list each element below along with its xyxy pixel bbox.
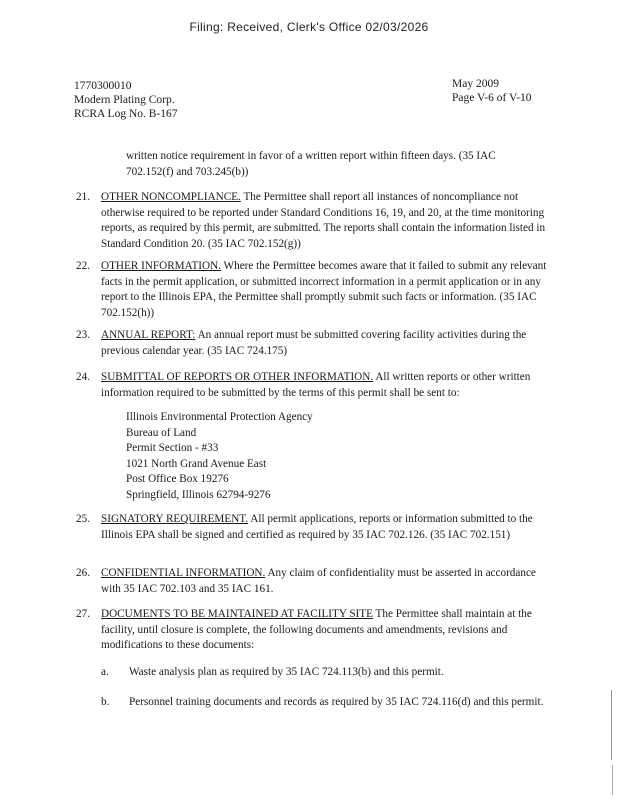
permit-number: 1770300010 xyxy=(74,80,132,92)
section-text: All written reports or other written information required to be submitted by the terms of this permit shall be sent to: xyxy=(101,371,531,399)
section-26 xyxy=(101,566,547,597)
section-number: 22. xyxy=(76,260,90,272)
address-line: Permit Section - #33 xyxy=(126,442,219,454)
section-number: 21. xyxy=(76,191,90,203)
subitem-letter: b. xyxy=(101,696,110,708)
header-right xyxy=(452,77,532,105)
section-22 xyxy=(101,259,547,321)
page-number: Page V-6 of V-10 xyxy=(452,92,532,104)
section-text: Where the Permittee becomes aware that it failed to submit any relevant facts in the permit application, or submitted incorrect information in a permit application or in any report to the Illinois EPA, the Permittee shall promptly submit such facts or information. (35 IAC 702.152(h)) xyxy=(101,260,547,319)
log-number: RCRA Log No. B-167 xyxy=(74,108,178,120)
section-24 xyxy=(101,370,547,401)
scan-edge-line xyxy=(612,765,613,795)
section-title: DOCUMENTS TO BE MAINTAINED AT FACILITY SITE xyxy=(101,608,373,620)
document-date: May 2009 xyxy=(452,78,499,90)
section-title: OTHER INFORMATION. xyxy=(101,260,221,272)
section-number: 25. xyxy=(76,513,90,525)
section-number: 27. xyxy=(76,608,90,620)
company-name: Modern Plating Corp. xyxy=(74,94,175,106)
address-line: Illinois Environmental Protection Agency xyxy=(126,411,313,423)
scan-edge-line xyxy=(611,690,612,760)
section-21 xyxy=(101,190,547,252)
header-left xyxy=(74,79,178,121)
section-text: An annual report must be submitted covering facility activities during the previous calendar year. (35 IAC 724.175) xyxy=(101,329,527,357)
subitem-letter: a. xyxy=(101,666,109,678)
section-number: 24. xyxy=(76,371,90,383)
section-text: All permit applications, reports or information submitted to the Illinois EPA shall be signed and certified as required by 35 IAC 702.126. (35 IAC 702.151) xyxy=(101,513,533,541)
section-27 xyxy=(101,607,547,654)
address-line: Springfield, Illinois 62794-9276 xyxy=(126,488,271,501)
filing-stamp: Filing: Received, Clerk's Office 02/03/2026 xyxy=(189,20,429,34)
section-23 xyxy=(101,328,547,359)
section-number: 23. xyxy=(76,329,90,341)
section-title: OTHER NONCOMPLIANCE. xyxy=(101,191,241,203)
section-title: CONFIDENTIAL INFORMATION. xyxy=(101,567,266,579)
continuation-text: written notice requirement in favor of a written report within fifteen days. (35 IAC 702.152(f) and 703.245(b)) xyxy=(126,150,496,178)
address-line: Bureau of Land xyxy=(126,426,197,439)
subitem-text: Personnel training documents and records as required by 35 IAC 724.116(d) and this permit. xyxy=(129,696,544,708)
section-title: SIGNATORY REQUIREMENT. xyxy=(101,513,249,525)
section-text: Any claim of confidentiality must be asserted in accordance with 35 IAC 702.103 and 35 IAC 161. xyxy=(101,567,536,595)
section-25 xyxy=(101,512,547,543)
address-line: 1021 North Grand Avenue East xyxy=(126,457,267,470)
subitem-text: Waste analysis plan as required by 35 IAC 724.113(b) and this permit. xyxy=(129,666,444,678)
address-line: Post Office Box 19276 xyxy=(126,473,229,485)
section-title: ANNUAL REPORT: xyxy=(101,329,196,341)
section-number: 26. xyxy=(76,567,90,579)
mailing-address xyxy=(126,410,313,503)
section-text: The Permittee shall report all instances of noncompliance not otherwise required to be reported under Standard Conditions 16, 19, and 20, at the time monitoring reports, as required by this permit, are submitted. The reports shall contain the information listed in Standard Condition 20. (35 IAC 702.152(g)) xyxy=(101,191,546,250)
section-text: The Permittee shall maintain at the facility, until closure is complete, the following documents and amendments, revisions and modifications to these documents: xyxy=(101,608,532,651)
section-title: SUBMITTAL OF REPORTS OR OTHER INFORMATION. xyxy=(101,371,374,383)
